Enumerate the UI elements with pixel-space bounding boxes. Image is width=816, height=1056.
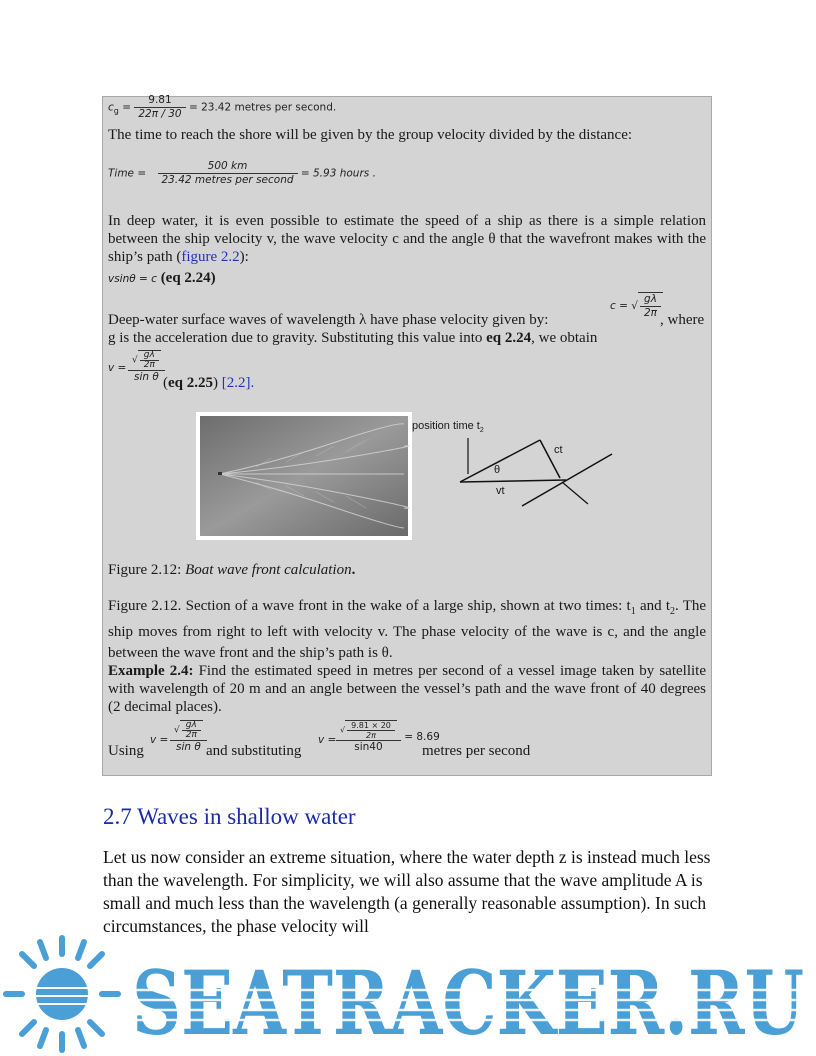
phase-text-c: g is the acceleration due to gravity. Substituting this value into xyxy=(108,330,483,346)
example-2-4 xyxy=(108,662,706,716)
deep-water-text xyxy=(108,212,706,266)
and-substituting: and substituting xyxy=(206,743,302,759)
subst-den: sin40 xyxy=(354,741,383,753)
position-sub: 2 xyxy=(479,427,484,435)
cg-subscript: g xyxy=(113,106,119,116)
cg-numerator: 9.81 xyxy=(134,94,185,108)
subst-inner-num: 9.81 × 20 xyxy=(347,721,395,731)
boat-wake-photo xyxy=(196,412,412,540)
phase-num: gλ xyxy=(640,293,661,307)
section-paragraph: Let us now consider an extreme situation, where the water depth z is instead much less than the wavelength. For simplicity, we will also assume that the wave amplitude A is small and much less than the wavelength (a generally reasonable assumption). In such circumstances, the phase velocity will xyxy=(103,847,711,936)
eq-2-24 xyxy=(108,270,216,287)
subst-lhs: v = xyxy=(318,734,337,746)
deep-text-a: In deep water, it is even possible to estimate the speed of a ship as there is a simple relation between the ship velocity v, the wave velocity c and the angle θ that the wavefront makes with the ship’s path ( xyxy=(108,213,706,265)
phase-text-line1 xyxy=(108,292,706,326)
theta-label: θ xyxy=(494,464,501,476)
eq-2-25-fraction: √ $\frac{g\lambda}{2\pi}$ sin θ xyxy=(128,350,165,384)
phase-equation: c = √ $\frac{g\lambda}{2\pi}$ xyxy=(610,292,663,320)
ct-label: ct xyxy=(554,444,563,456)
figure-description xyxy=(108,596,706,664)
using-lhs: v = xyxy=(150,734,169,746)
time-numerator: 500 km xyxy=(158,160,298,174)
section-heading: 2.7 Waves in shallow water xyxy=(103,804,356,829)
eq-2-25-lhs: v = xyxy=(108,362,127,374)
using-line xyxy=(108,718,708,762)
figure-link[interactable]: figure 2.2 xyxy=(181,249,240,265)
eq-2-25-open: ( xyxy=(163,375,168,391)
sun-icon xyxy=(6,938,118,1050)
time-lhs: Time = xyxy=(108,167,147,180)
watermark xyxy=(0,928,816,1056)
example-label: Example 2.4: xyxy=(108,663,194,679)
caption-title: Boat wave front calculation xyxy=(185,562,352,578)
using-inner-num: gλ xyxy=(182,721,201,731)
ref-link[interactable]: [2.2] xyxy=(221,375,251,391)
eq-2-24-label: (eq 2.24) xyxy=(160,270,216,286)
desc-a: Figure 2.12. Section of a wave front in the wake of a large ship, shown at two times: t xyxy=(108,598,631,614)
normal-line xyxy=(562,482,588,504)
using-den: sin θ xyxy=(176,741,201,753)
phase-text-b: , where xyxy=(660,312,705,328)
deep-text-b: ): xyxy=(239,249,249,265)
eq-2-25-inner-num: gλ xyxy=(140,351,159,361)
watermark-logo xyxy=(0,928,816,1056)
ref-end: . xyxy=(250,375,255,391)
phase-text-d: , we obtain xyxy=(531,330,598,346)
position-label xyxy=(412,420,484,434)
time-result: = 5.93 hours . xyxy=(300,167,376,180)
result-text: metres per second xyxy=(422,743,531,759)
time-equation xyxy=(108,160,376,187)
cg-result: = 23.42 metres per second. xyxy=(188,101,337,114)
phase-ref: eq 2.24 xyxy=(486,330,532,346)
phase-den: 2π xyxy=(643,307,657,319)
desc-sub1: 1 xyxy=(630,606,636,617)
eq-2-25-den: sin θ xyxy=(134,371,159,383)
cg-equation: $c_g$ = $\frac{9.81}{22\pi / 30}$ = 23.42 metres per second. xyxy=(108,94,337,120)
phase-text-a: Deep-water surface waves of wavelength λ have phase velocity given by: xyxy=(108,312,549,328)
eq-2-25-label: eq 2.25 xyxy=(168,375,213,391)
using-fraction: √ $\frac{g\lambda}{2\pi}$ sin θ xyxy=(170,720,207,754)
caption-end: . xyxy=(351,562,356,578)
eq-2-25-close: ) xyxy=(213,375,218,391)
cg-denominator: 22π / 30 xyxy=(138,108,182,120)
desc-c: . The ship moves from right to left with velocity v. The phase velocity of the wave is c, and the angle between the wave front and the ship’s path is θ. xyxy=(108,598,707,661)
subst-result: = 8.69 xyxy=(404,731,440,743)
example-text: Find the estimated speed in metres per second of a vessel image taken by satellite with wavelength of 20 m and an angle between the vessel’s path and the wave front of 40 degrees (2 decimal places). xyxy=(108,663,706,715)
phase-text-line2 xyxy=(108,329,597,347)
using-label: Using xyxy=(108,743,144,759)
subst-inner-den: 2π xyxy=(366,731,376,740)
desc-b: and t xyxy=(639,598,670,614)
vt-label: vt xyxy=(496,485,505,497)
phase-lhs: c = xyxy=(610,300,628,312)
time-denominator: 23.42 metres per second xyxy=(161,174,294,186)
eq-2-25 xyxy=(108,350,408,392)
watermark-text: SEATRACKER.RU xyxy=(132,951,804,1055)
figure-caption xyxy=(108,561,355,579)
eq-2-24-formula: vsinθ = c xyxy=(108,273,157,285)
time-text: The time to reach the shore will be given by the group velocity divided by the distance: xyxy=(108,127,633,143)
caption-label: Figure 2.12: xyxy=(108,562,182,578)
subst-fraction: √ $\frac{9.81 \times 20}{2\pi}$ sin40 = 8.69 xyxy=(336,720,440,754)
position-text: position time t xyxy=(412,420,480,432)
using-inner-den: 2π xyxy=(185,730,197,740)
vt-line xyxy=(460,480,566,482)
desc-sub2: 2 xyxy=(670,606,675,617)
eq-2-25-inner-den: 2π xyxy=(143,360,155,370)
cg-symbol: c xyxy=(108,101,114,114)
wave-front-diagram xyxy=(412,408,622,538)
